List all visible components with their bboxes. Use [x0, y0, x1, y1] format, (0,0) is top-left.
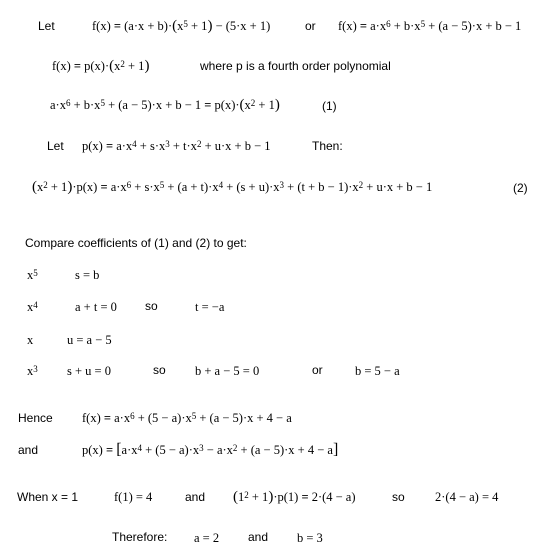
equation-1: $a\cdot x^6 + b\cdot x^5 + (a - 5)\cdot x + b - 1 = p(x)\cdot(x^2 + 1)$ [50, 97, 280, 113]
f-expanded: $f(x) = a\cdot x^6 + b\cdot x^5 + (a - 5)\cdot x + b - 1$ [338, 19, 522, 33]
equation-2: $(x^2 + 1)\cdot p(x) = a\cdot x^6 + s\cdot x^5 + (a + t)\cdot x^4 + (s + u)\cdot x^3 + (t + b - 1)\cdot x^2 + u\cdot x + b - 1$ [32, 179, 433, 195]
p-result: $p(x) = [a\cdot x^4 + (5 - a)\cdot x^3 - a\cdot x^2 + (a - 5)\cdot x + 4 - a]$ [82, 441, 339, 458]
b-value: b = 5 − a [355, 364, 400, 378]
label-and-2: and [185, 490, 206, 504]
t-value: t = −a [195, 300, 225, 314]
f-definition: $f(x) = (a\cdot x + b)\cdot(x^5 + 1) - (5\cdot x + 1)$ [92, 18, 271, 34]
label-and-1: and [18, 443, 39, 457]
equation-2-tag: (2) [513, 181, 528, 195]
compare-text: Compare coefficients of (1) and (2) to get: [25, 236, 247, 250]
power-x1: x [27, 333, 34, 347]
equation-1-tag: (1) [322, 99, 337, 113]
a-final: a = 2 [194, 531, 220, 545]
f-result: $f(x) = a\cdot x^6 + (5 - a)\cdot x^5 + (a - 5)\cdot x + 4 - a$ [82, 411, 292, 425]
b-final: b = 3 [297, 531, 323, 545]
label-so-1: so [145, 299, 158, 313]
a-plus-t: a + t = 0 [75, 300, 117, 314]
label-therefore: Therefore: [112, 530, 168, 544]
power-x3: $x^3$ [27, 364, 38, 378]
label-so-2: so [153, 363, 166, 377]
s-equals-b: s = b [75, 268, 100, 282]
f-factored: $f(x) = p(x)\cdot(x^2 + 1)$ [52, 58, 150, 74]
label-so-3: so [392, 490, 405, 504]
p-definition: $p(x) = a\cdot x^4 + s\cdot x^3 + t\cdot x^2 + u\cdot x + b - 1$ [82, 139, 271, 153]
p1-equation: $(1^2 + 1)\cdot p(1) = 2\cdot(4 - a)$ [233, 489, 356, 505]
power-x5: $x^5$ [27, 268, 38, 282]
label-and-3: and [248, 530, 269, 544]
s-plus-u: s + u = 0 [67, 364, 111, 378]
label-let: Let [38, 19, 55, 33]
final-equation: 2·(4 − a) = 4 [435, 490, 499, 504]
polynomial-note: where p is a fourth order polynomial [200, 59, 391, 73]
label-when: When x = 1 [17, 490, 79, 504]
f1-value: f(1) = 4 [114, 490, 153, 504]
label-let-2: Let [47, 139, 64, 153]
label-or-2: or [312, 363, 323, 377]
power-x4: $x^4$ [27, 300, 38, 314]
label-hence: Hence [18, 411, 53, 425]
label-then: Then: [312, 139, 343, 153]
u-value: u = a − 5 [67, 333, 112, 347]
b-sum: b + a − 5 = 0 [195, 364, 260, 378]
label-or: or [305, 19, 316, 33]
